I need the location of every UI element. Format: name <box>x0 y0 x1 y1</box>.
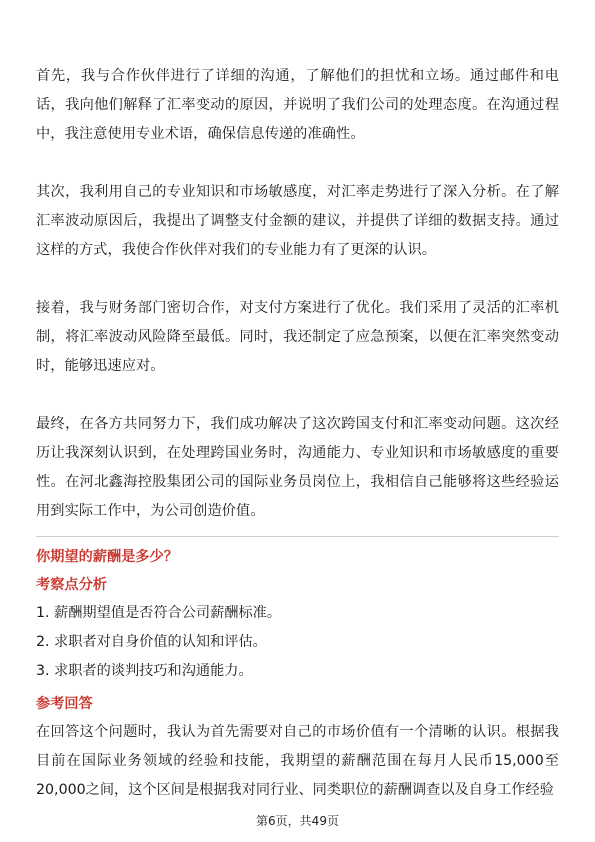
paragraph-1: 首先，我与合作伙伴进行了详细的沟通，了解他们的担忧和立场。通过邮件和电话，我向他们解释了汇率变动的原因，并说明了我们公司的处理态度。在沟通过程中，我注意使用专业术语，确保信息传递的准确性。 <box>36 68 559 142</box>
reference-answer-title: 参考回答 <box>36 696 93 712</box>
reference-answer-text: 在回答这个问题时，我认为首先需要对自己的市场价值有一个清晰的认识。根据我目前在国际业务领域的经验和技能，我期望的薪酬范围在每月人民币15,000至20,000之间，这个区间是根据我对同行业、同类职位的薪酬调查以及自身工作经验 <box>36 724 559 798</box>
section-divider <box>36 536 559 537</box>
interview-question: 你期望的薪酬是多少？ <box>36 549 178 565</box>
paragraph-3: 接着，我与财务部门密切合作，对支付方案进行了优化。我们采用了灵活的汇率机制，将汇率波动风险降至最低。同时，我还制定了应急预案，以便在汇率突然变动时，能够迅速应对。 <box>36 300 559 374</box>
page-number-footer: 第6页，共49页 <box>256 814 339 828</box>
paragraph-2: 其次，我利用自己的专业知识和市场敏感度，对汇率走势进行了深入分析。在了解汇率波动原因后，我提出了调整支付金额的建议，并提供了详细的数据支持。通过这样的方式，我使合作伙伴对我们的专业能力有了更深的认识。 <box>36 184 559 258</box>
analysis-item-2: 2. 求职者对自身价值的认知和评估。 <box>36 634 267 650</box>
paragraph-4: 最终，在各方共同努力下，我们成功解决了这次跨国支付和汇率变动问题。这次经历让我深刻认识到，在处理跨国业务时，沟通能力、专业知识和市场敏感度的重要性。在河北鑫海控股集团公司的国际业务员岗位上，我相信自己能够将这些经验运用到实际工作中，为公司创造价值。 <box>36 416 559 519</box>
analysis-item-1: 1. 薪酬期望值是否符合公司薪酬标准。 <box>36 605 282 621</box>
analysis-item-3: 3. 求职者的谈判技巧和沟通能力。 <box>36 663 253 679</box>
page-content <box>36 62 559 805</box>
analysis-title: 考察点分析 <box>36 577 107 593</box>
